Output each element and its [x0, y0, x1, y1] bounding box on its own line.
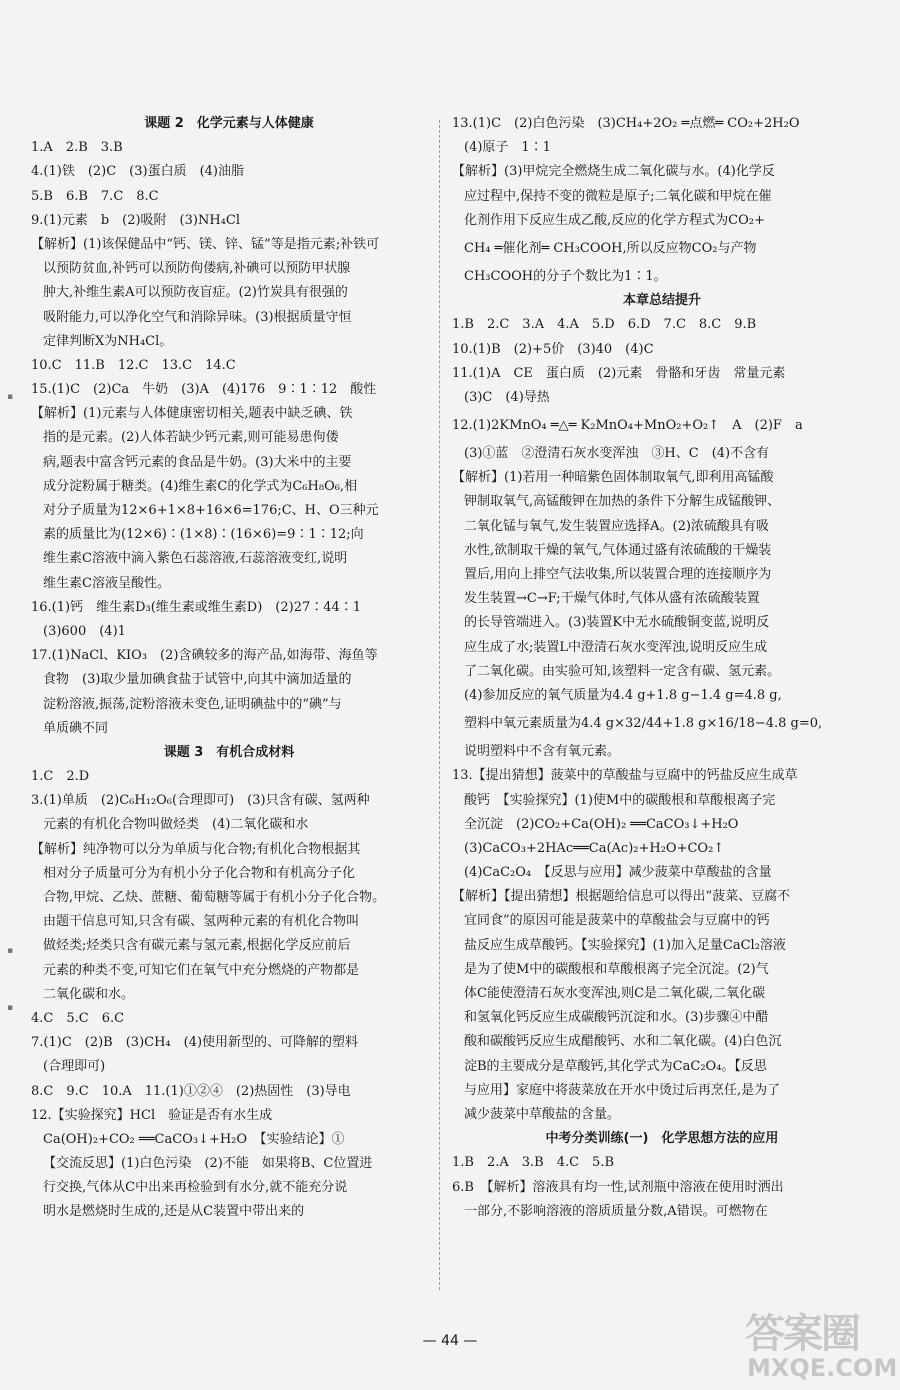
- text-line: 酸钙 【实验探究】(1)使M中的碳酸根和草酸根离子完: [464, 792, 776, 808]
- text-line: 相对分子质量可分为有机小分子化合物和有机高分子化: [43, 865, 356, 881]
- text-line: 素的质量比为(12×6)∶(1×8)∶(16×6)=9∶1∶12;向: [43, 527, 364, 543]
- text-line: 【解析】(1)该保健品中“钙、镁、锌、锰”等是指元素;补铁可: [31, 236, 380, 252]
- text-line: 肿大,补维生素A可以预防夜盲症。(2)竹炭具有很强的: [43, 285, 348, 301]
- text-line: 置后,用向上排空气法收集,所以装置合理的连接顺序为: [464, 567, 772, 582]
- text-line: 单质碘不同: [43, 720, 109, 736]
- text-line: 10.C 11.B 12.C 13.C 14.C: [31, 357, 236, 373]
- text-line: 4.C 5.C 6.C: [31, 1010, 125, 1026]
- text-line: 6.B 【解析】溶液具有均一性,试剂瓶中溶液在使用时洒出: [452, 1179, 784, 1195]
- text-line: 7.(1)C (2)B (3)CH₄ (4)使用新型的、可降解的塑料: [31, 1035, 359, 1051]
- text-line: 指的是元素。(2)人体若缺少钙元素,则可能易患佝偻: [43, 430, 339, 446]
- text-line: 16.(1)钙 维生素D₃(维生素或维生素D) (2)27∶44∶1: [31, 599, 362, 615]
- right-column: [452, 112, 872, 1224]
- text-line: 减少菠菜中草酸盐的含量。: [464, 1106, 621, 1122]
- text-line: 9.(1)元素 b (2)吸附 (3)NH₄Cl: [31, 212, 240, 228]
- text-line: 淀粉溶液,振荡,淀粉溶液未变色,证明碘盐中的“碘”与: [43, 696, 342, 712]
- text-line: 【解析】纯净物可以分为单质与化合物;有机化合物根据其: [31, 841, 361, 857]
- text-line: 12.(1)2KMnO₄ ═△═ K₂MnO₄+MnO₂+O₂↑ A (2)F a: [452, 418, 803, 434]
- text-line: 1.C 2.D: [31, 769, 90, 785]
- text-line: 宜同食”的原因可能是菠菜中的草酸盐会与豆腐中的钙: [464, 913, 770, 929]
- text-line: 11.(1)A CE 蛋白质 (2)元素 骨骼和牙齿 常量元素: [452, 365, 786, 381]
- text-line: 合物,甲烷、乙炔、蔗糖、葡萄糖等属于有机小分子化合物。: [43, 890, 386, 905]
- text-line: (3)600 (4)1: [43, 623, 126, 639]
- text-line: 应生成了水;装置L中澄清石灰水变浑浊,说明反应生成: [464, 639, 768, 655]
- text-line: 病,题表中富含钙元素的食品是牛奶。(3)大米中的主要: [43, 454, 352, 470]
- margin-mark: ▪: [7, 1003, 14, 1013]
- page-number: — 44 —: [422, 1333, 478, 1349]
- text-line: (4)CaC₂O₄ 【反思与应用】减少菠菜中草酸盐的含量: [464, 865, 772, 881]
- text-line: 对分子质量为12×6+1×8+16×6=176;C、H、O三种元: [43, 503, 379, 518]
- text-line: (4)参加反应的氧气质量为4.4 g+1.8 g−1.4 g=4.8 g,: [464, 687, 782, 703]
- text-line: 4.(1)铁 (2)C (3)蛋白质 (4)油脂: [31, 164, 245, 180]
- text-line: 淀B的主要成分是草酸钙,其化学式为CaC₂O₄。【反思: [464, 1058, 767, 1074]
- watermark-url: MXQE.COM: [747, 1354, 898, 1382]
- text-line: 1.B 2.C 3.A 4.A 5.D 6.D 7.C 8.C 9.B: [452, 317, 757, 333]
- text-line: 钾制取氧气,高锰酸钾在加热的条件下分解生成锰酸钾、: [464, 494, 781, 510]
- text-line: 维生素C溶液呈酸性。: [43, 575, 170, 591]
- text-line: 元素的种类不变,可知它们在氧气中充分燃烧的产物都是: [43, 962, 360, 978]
- text-line: (3)①蓝 ②澄清石灰水变浑浊 ③H、C (4)不含有: [464, 446, 770, 462]
- text-line: 1.A 2.B 3.B: [31, 140, 123, 156]
- text-line: 体C能使澄清石灰水变浑浊,则C是二氧化碳,二氧化碳: [464, 986, 766, 1001]
- text-line: 定律判断X为NH₄Cl。: [43, 333, 173, 349]
- section-heading: 课题 3 有机合成材料: [163, 744, 295, 760]
- text-line: 发生装置→C→F;干燥气体时,气体从盛有浓硫酸装置: [464, 591, 760, 607]
- text-line: 以预防贫血,补钙可以预防佝偻病,补碘可以预防甲状腺: [43, 261, 351, 277]
- text-line: 二氧化锰与氧气,发生装置应选择A。(2)浓硫酸具有吸: [464, 518, 769, 534]
- text-line: 由题干信息可知,只含有碳、氢两种元素的有机化合物叫: [43, 914, 360, 930]
- text-line: 1.B 2.A 3.B 4.C 5.B: [452, 1155, 615, 1171]
- text-line: (3)CaCO₃+2HAc══Ca(Ac)₂+H₂O+CO₂↑: [464, 840, 725, 856]
- text-line: 全沉淀 (2)CO₂+Ca(OH)₂ ══CaCO₃↓+H₂O: [464, 816, 739, 832]
- text-line: 13.(1)C (2)白色污染 (3)CH₄+2O₂ ═点燃═ CO₂+2H₂O: [452, 116, 800, 131]
- text-line: 维生素C溶液中滴入紫色石蕊溶液,石蕊溶液变红,说明: [43, 551, 348, 567]
- text-line: 12.【实验探究】HCl 验证是否有水生成: [31, 1107, 273, 1123]
- text-line: 17.(1)NaCl、KIO₃ (2)含碘较多的海产品,如海带、海鱼等: [31, 648, 378, 664]
- margin-mark: ▪: [7, 946, 14, 956]
- text-line: 是为了使M中的碳酸根和草酸根离子完全沉淀。(2)气: [464, 961, 769, 977]
- text-line: 15.(1)C (2)Ca 牛奶 (3)A (4)176 9∶1∶12 酸性: [31, 382, 377, 398]
- text-line: 8.C 9.C 10.A 11.(1)①②④ (2)热固性 (3)导电: [31, 1083, 351, 1099]
- text-line: 【解析】(1)元素与人体健康密切相关,题表中缺乏碘、铁: [31, 406, 353, 422]
- text-line: 【交流反思】(1)白色污染 (2)不能 如果将B、C位置进: [43, 1156, 373, 1172]
- text-line: 水性,欲制取干燥的氧气,气体通过盛有浓硫酸的干燥装: [464, 542, 772, 558]
- text-line: CH₄ ═催化剂═ CH₃COOH,所以反应物CO₂与产物: [464, 240, 757, 256]
- section-heading: 本章总结提升: [622, 293, 701, 309]
- text-line: 元素的有机化合物叫做烃类 (4)二氧化碳和水: [43, 817, 309, 833]
- section-heading: 课题 2 化学元素与人体健康: [144, 116, 314, 131]
- text-line: (合理即可): [43, 1059, 106, 1075]
- text-line: 二氧化碳和水。: [43, 986, 135, 1002]
- text-line: Ca(OH)₂+CO₂ ══CaCO₃↓+H₂O 【实验结论】①: [43, 1131, 345, 1147]
- text-line: 化剂作用下反应生成乙酸,反应的化学方程式为CO₂+: [464, 212, 765, 228]
- text-line: 10.(1)B (2)+5价 (3)40 (4)C: [452, 341, 654, 357]
- text-line: 【解析】【提出猜想】根据题给信息可以得出“菠菜、豆腐不: [452, 889, 791, 905]
- text-line: 成分淀粉属于糖类。(4)维生素C的化学式为C₆H₈O₆,相: [43, 478, 358, 494]
- text-line: 的长导管端进入。(3)装置K中无水硫酸铜变蓝,说明反: [464, 615, 770, 631]
- text-line: 13.【提出猜想】菠菜中的草酸盐与豆腐中的钙盐反应生成草: [452, 768, 798, 784]
- text-line: 【解析】(1)若用一种暗紫色固体制取氧气,即利用高锰酸: [452, 470, 774, 486]
- watermark-text: 答案圈: [745, 1311, 859, 1357]
- text-line: (4)原子 1∶1: [464, 140, 551, 156]
- text-line: 和氢氧化钙反应生成碳酸钙沉淀和水。(3)步骤④中醋: [464, 1010, 769, 1026]
- text-line: 一部分,不影响溶液的溶质质量分数,A错误。可燃物在: [464, 1203, 768, 1219]
- text-line: 塑料中氧元素质量为4.4 g×32/44+1.8 g×16/18−4.8 g=0,: [464, 716, 823, 732]
- text-line: 与应用】家庭中将菠菜放在开水中烫过后再烹任,是为了: [464, 1082, 781, 1098]
- text-line: 明水是燃烧时生成的,还是从C装置中带出来的: [43, 1204, 305, 1220]
- left-column: [31, 112, 427, 1225]
- text-line: 酸和碳酸钙反应生成醋酸钙、水和二氧化碳。(4)白色沉: [464, 1034, 782, 1050]
- text-line: CH₃COOH的分子个数比为1∶1。: [464, 268, 667, 284]
- text-line: 5.B 6.B 7.C 8.C: [31, 188, 159, 204]
- column-divider: [439, 120, 440, 1290]
- text-line: 3.(1)单质 (2)C₆H₁₂O₆(合理即可) (3)只含有碳、氢两种: [31, 793, 370, 809]
- text-line: 说明塑料中不含有氧元素。: [464, 744, 621, 760]
- text-line: 【解析】(3)甲烷完全燃烧生成二氧化碳与水。(4)化学反: [452, 164, 775, 180]
- section-heading: 中考分类训练(一) 化学思想方法的应用: [545, 1131, 779, 1147]
- text-line: 了二氧化碳。由实验可知,该塑料一定含有碳、氢元素。: [464, 663, 781, 679]
- text-line: 盐反应生成草酸钙。【实验探究】(1)加入足量CaCl₂溶液: [464, 937, 786, 953]
- text-line: 应过程中,保持不变的微粒是原子;二氧化碳和甲烷在催: [464, 188, 772, 204]
- text-line: 食物 (3)取少量加碘食盐于试管中,向其中滴加适量的: [43, 672, 352, 688]
- margin-mark: ▪: [7, 392, 14, 402]
- text-line: 行交换,气体从C中出来再检验到有水分,就不能充分说: [43, 1180, 348, 1196]
- text-line: 做烃类;烃类只含有碳元素与氢元素,根据化学反应前后: [43, 938, 351, 954]
- text-line: 吸附能力,可以净化空气和消除异味。(3)根据质量守恒: [43, 309, 352, 325]
- watermark-logo: [745, 1302, 898, 1387]
- text-line: (3)C (4)导热: [464, 389, 550, 405]
